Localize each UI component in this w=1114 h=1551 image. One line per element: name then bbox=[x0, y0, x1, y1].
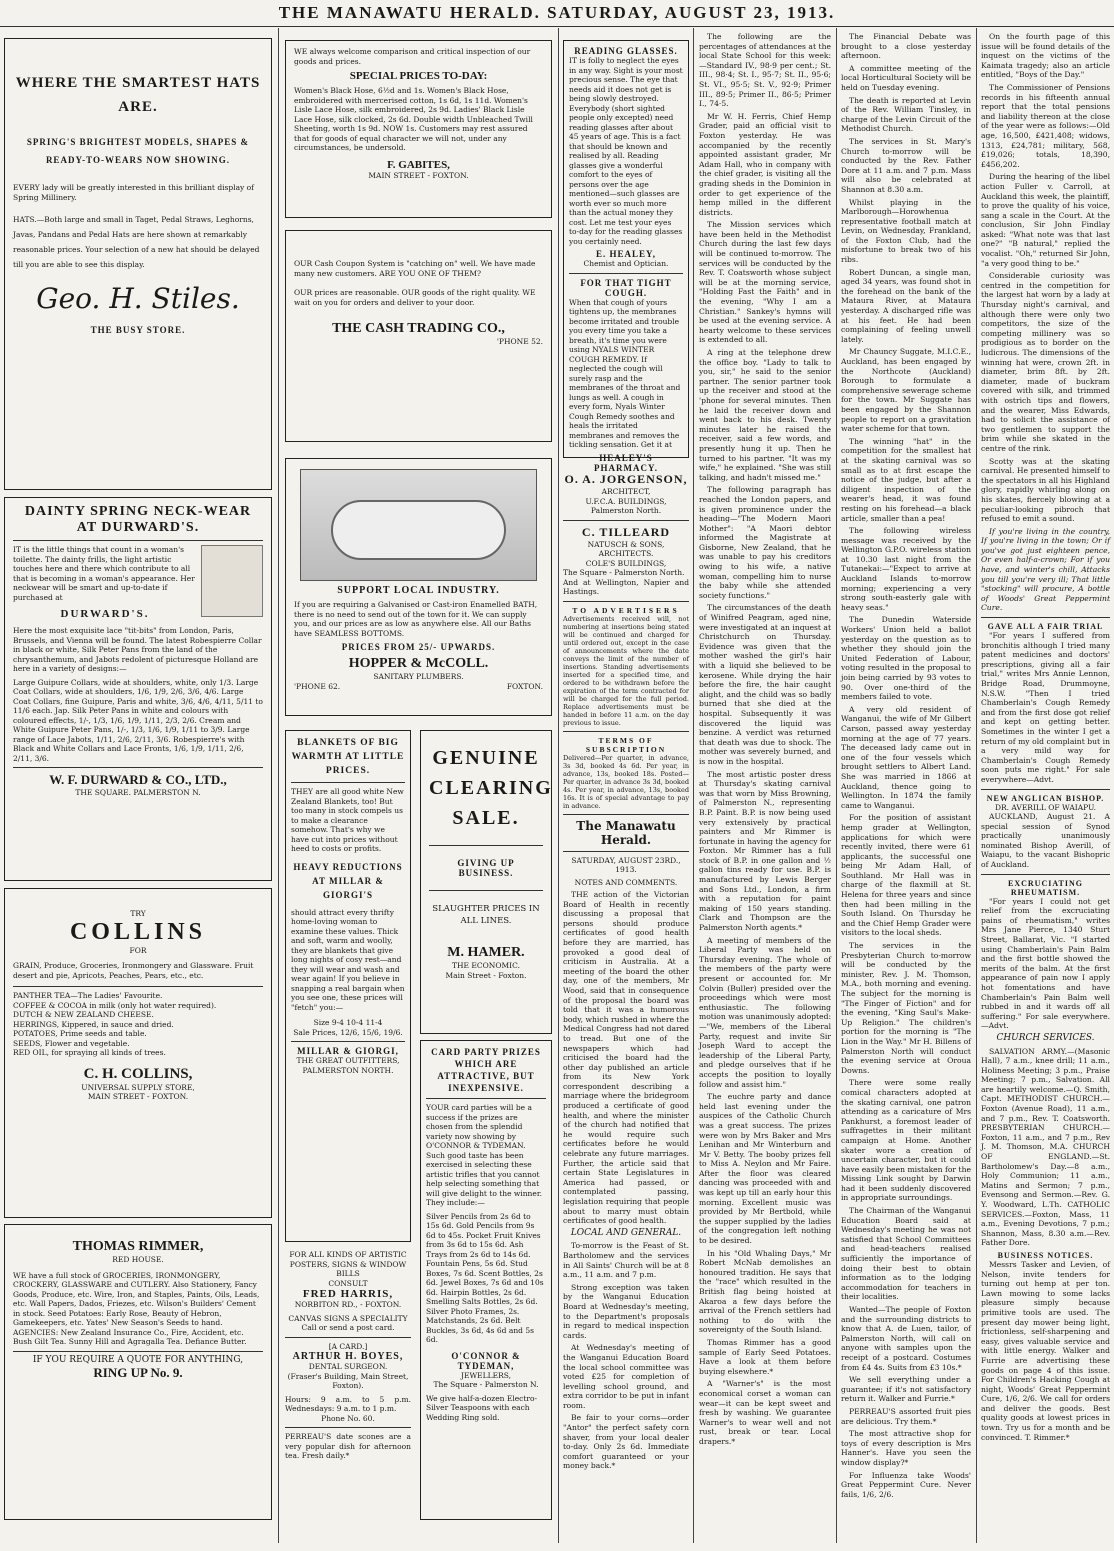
collins-item-2: DUTCH & NEW ZEALAND CHEESE. bbox=[13, 1010, 154, 1019]
tydeman-ad bbox=[420, 1040, 552, 1520]
harris-addr: NORBITON RD., - FOXTON. bbox=[294, 1300, 402, 1309]
hamer-title: GENUINE CLEARING SALE. bbox=[429, 747, 553, 829]
harris-name: FRED HARRIS, bbox=[302, 1288, 394, 1300]
article: PERREAU'S assorted fruit pies are delicious. Try them.* bbox=[841, 1406, 971, 1426]
article: The circumstances of the death of Winifred Peagram, aged nine, were investigated at an inquest at Christchurch on Thursday. Evidence was given that the mother washed the girl's hair with a liquid she believed to be kerosene. While drying the hair before the fire, the hair caught alight, and the child was so badly burned that she died at the hospital. Subsequently it was discovered the liquid was benzine. A verdict was returned that death was due to shock. The mother was severely burned, and is now in the hospital. bbox=[699, 603, 831, 766]
collins-for: FOR bbox=[129, 945, 147, 955]
jorgenson-sub: ARCHITECT, bbox=[601, 487, 651, 496]
column-rule bbox=[693, 28, 694, 1543]
cashtrading-ad bbox=[285, 230, 552, 442]
article: A ring at the telephone drew the office boy. "Lady to talk to you, sir," he said to the senior partner. The senior partner took up the receiver and stood at the 'phone for several minutes. Then he laid the receiver down and went back to his desk. Twenty minutes later he raised the receiver, said a few words, and presently hung it up. Then he turned to his partner. "It was my wife," he explained. "She was still talking, and hadn't missed me." bbox=[699, 348, 831, 482]
article: The Chairman of the Wanganui Education Board said at Wednesday's meeting he was not satisfied that School Committees and head-teachers realised sufficiently the importance of doing their best to obtain information as to the lodging accommodation for teachers in their localities. bbox=[841, 1206, 971, 1302]
hopper-sub: SANITARY PLUMBERS. bbox=[373, 672, 464, 681]
column-6-text bbox=[981, 32, 1110, 1544]
hopper-phone: 'PHONE 62. bbox=[294, 681, 341, 691]
stiles-body1: EVERY lady will be greatly interested in this brilliant display of Spring Millinery. bbox=[13, 183, 254, 202]
collins-body: GRAIN, Produce, Groceries, Ironmongery and Glassware. Fruit desert and pie, Apricots, Peaches, Pears, etc., etc. bbox=[13, 961, 254, 980]
collins-item-0: PANTHER TEA—The Ladies' Favourite. bbox=[13, 991, 163, 1000]
cash-name: THE CASH TRADING CO., bbox=[332, 321, 505, 336]
article: Considerable curiosity was centred in the competition for the largest hat worn by a lady at Thursday night's carnival, and although there were only two competitors, the size of the competing millinery was so prodigious as to border on the ludicrous. The dimensions of the winning hat were, crown 2ft. in diameter, brim 8ft. by 2ft. diameter, made of buckram covered with silk, and trimmed with ostrich tips and flowers, and the wearer, Miss Edwards, had to solicit the assistance of two gentlemen to support the brim while she skated in the centre of the rink. bbox=[981, 271, 1110, 453]
stiles-title: WHERE THE SMARTEST HATS ARE. bbox=[15, 75, 261, 115]
tilleard-a2: COLE'S BUILDINGS, bbox=[585, 558, 667, 568]
harris-call: Call or send a post card. bbox=[301, 1323, 395, 1332]
article: Scotty was at the skating carnival. He presented himself to the spectators in all his Highland glory, rapidly whirling along on his skates, fiercely blowing at a peculiar-looking pibroch that refused to emit a sound. bbox=[981, 456, 1110, 524]
millar-body: THEY are all good white New Zealand Blankets, too! But too many in stock compels us to make a clearance somehow. That's why we have cut into prices without heed to costs or profits. bbox=[291, 787, 404, 853]
tilleard-name: C. TILLEARD bbox=[581, 524, 671, 539]
stiles-store: THE BUSY STORE. bbox=[90, 325, 186, 335]
bishop-heading: NEW ANGLICAN BISHOP. bbox=[986, 793, 1105, 803]
column-rule bbox=[558, 28, 559, 1543]
stiles-signature: Geo. H. Stiles. bbox=[36, 282, 240, 315]
article: SALVATION ARMY.—(Masonic Hall), 7 a.m., knee drill; 11 a.m., Holiness Meeting; 3 p.m., Praise Meeting; 7 p.m., Salvation. All are heartily welcome.—Q. Smith, Capt. METHODIST CHURCH.—Foxton (Avenue Road), 11 a.m., and 7 p.m., Rev. T. Coatsworth. PRESBYTERIAN CHURCH.—Foxton, 11 a.m., and 7 p.m., Rev J. M. Thomson, M.A. CHURCH OF ENGLAND.—St. Bartholomew's Day.—8 a.m., Holy Communion; 11 a.m., Matins and Sermon; 7 p.m., Evensong and Sermon.—Rev. G. Y. Woodward, L.Th. CATHOLIC SERVICES.—Foxton, Mass, 11 a.m., Evening Devotions, 7 p.m.; Shannon, Mass, 8.30 a.m.—Rev. Father Dore. bbox=[981, 1046, 1110, 1248]
gabites-title: SPECIAL PRICES TO-DAY: bbox=[349, 70, 488, 82]
article: Be fair to your corns—order "Antor" the perfect safety corn shaver, from your local dealer to-day. Only 2s 6d. Immediate comfort guaranteed or your money back.* bbox=[563, 1413, 689, 1471]
article: A meeting of members of the Liberal Party was held on Thursday evening. The whole of the members of the party were present or accounted for. Mr Colvin (Buller) presided over the proceedings which were most enthusiastic. The following motion was unanimously adopted:—"We, members of the Liberal Party, request and invite Sir Joseph Ward to accept the leadership of the Liberal Party, and pledge ourselves that if he accepts the position to loyally follow and assist him." bbox=[699, 935, 831, 1089]
collins-name: COLLINS bbox=[69, 918, 207, 945]
article: The most attractive shop for toys of every description is Mrs Hanner's. Have you seen the window display?* bbox=[841, 1429, 971, 1467]
perreau-notice: PERREAU'S date scones are a very popular dish for afternoon tea. Fresh daily.* bbox=[285, 1432, 411, 1460]
article: The Dunedin Waterside Workers' Union held a ballot yesterday on the question as to whether they should join the United Federation of Labour, voting resulted in the proposal to join being carried by 93 votes to 90. Over one-third of the members failed to vote. bbox=[841, 615, 971, 702]
tydeman-note: We give half-a-dozen Electro-Silver Teaspoons with each Wedding Ring sold. bbox=[426, 1393, 538, 1422]
millar-ad bbox=[285, 730, 411, 1242]
poem: If you're living in the country, If you're living in the town; Or if you've got just eighteen pence, Or even half-a-crown; For if you have, and winter's chill, Attacks you till you're very ill; That little "stocking" will procure, A bottle of Woods' Great Peppermint Cure. bbox=[981, 526, 1110, 613]
collins-ad bbox=[4, 888, 272, 1218]
millar-size: Size 9-4 10-4 11-4 bbox=[313, 1018, 383, 1027]
collins-sub: UNIVERSAL SUPPLY STORE, bbox=[81, 1082, 195, 1092]
healey-pharmacy: HEALEY'S PHARMACY. bbox=[594, 452, 658, 473]
article: The services in St. Mary's Church to-morrow will be conducted by the Rev. Father Dore at 11 a.m. and 7 p.m. Mass will also be celebrated at Shannon at 8.30 a.m. bbox=[841, 136, 971, 194]
collins-item-3: HERRINGS, Kippered, in sauce and dried. bbox=[13, 1019, 174, 1029]
boyes-addr: (Fraser's Building, Main Street, Foxton). bbox=[287, 1371, 409, 1390]
column-rule bbox=[976, 28, 977, 1543]
article: In his "Old Whaling Days," Mr Robert McNab demolishes an honoured tradition. He says that the "race" which resulted in the British flag being hoisted at Akaroa a few days before the arrival of the French settlers had nothing to do with the sovereignty of the South Island. bbox=[699, 1248, 831, 1335]
boyes-card: [A CARD.] bbox=[328, 1341, 368, 1351]
durward-ad bbox=[4, 497, 272, 881]
hamer-ad bbox=[420, 730, 552, 1034]
tydeman-addr: The Square - Palmerston N. bbox=[433, 1380, 539, 1389]
durward-firm: W. F. DURWARD & CO., LTD., bbox=[49, 772, 227, 787]
healey-sub: Chemist and Optician. bbox=[583, 259, 669, 268]
healey-coughbody: When that cough of yours tightens up, the membranes become irritated and trouble you every time you take a breath, it's time you were using NYALS WINTER COUGH REMEDY. If neglected the cough will surely rasp and the membranes of the throat and lungs as well. A cough in every form, Nyals Winter Cough Remedy soothes and heals the irritated membranes and removes the tickling sensation. Get it at bbox=[569, 297, 681, 449]
church-heading: CHURCH SERVICES. bbox=[996, 1032, 1095, 1043]
trial-heading: GAVE ALL A FAIR TRIAL bbox=[987, 622, 1104, 632]
stiles-ad bbox=[4, 38, 272, 490]
tydeman-body: YOUR card parties will be a success if the prizes are chosen from the splendid variety now showing by O'CONNOR & TYDEMAN. Such good taste has been exercised in selecting these artistic trifles that you cannot help selecting something that will give delight to the winner. They include:— bbox=[426, 1103, 542, 1207]
tydeman-sub: JEWELLERS, bbox=[460, 1370, 511, 1380]
gabites-addr: MAIN STREET - FOXTON. bbox=[368, 170, 469, 180]
gabites-body: Women's Black Hose, 6½d and 1s. Women's Black Hose, embroidered with mercerised cotton, 1s 6d, 1s 11d. Women's Lisle Lace Hose, silk embroidered, 2s 9d. Ladies' Black Lisle Lace Hose, silk clocked, 2s 6d. Double width Unbleached Twill Sheeting, worth 1s 9d. NOW 1s. Customers may rest assured that for goods of equal character we will not, under any circumstances, be undersold. bbox=[294, 86, 533, 152]
rimmer-ad bbox=[4, 1224, 272, 1520]
collins-try: TRY bbox=[130, 909, 146, 918]
harris-consult: CONSULT bbox=[328, 1278, 368, 1288]
article: The Commissioner of Pensions records in his fifteenth annual report that the total pensions and liability thereon at the close of the year were as follows:—Old age, 16,500, £421,408; widows, 1313, £24,781; military, 568, £19,026; totals, 18,390, £456,202. bbox=[981, 82, 1110, 169]
harris-boyes-column bbox=[285, 1250, 411, 1540]
jorgenson-a3: Palmerston North. bbox=[590, 506, 662, 515]
article: For the position of assistant hemp grader at Wellington, applications for which were recently invited, there were 61 applicants, the successful one being Mr Adam Hall, of Southland. Mr Hall was in charge of the flaxmill at St. Helena for three years and since then had been milling in the South Island. On Thursday he and the Chief Hemp Grader were visitors to the local sheds. bbox=[841, 813, 971, 938]
article: During the hearing of the libel action Fuller v. Carroll, at Auckland this week, the plaintiff, to prove the quality of his voice, sang a scale in the Court. At the conclusion, Sir John Findlay asked: "What note was that last one?" "B natural," replied the vocalist. "Oh," returned Sir John, "a very good thing to be." bbox=[981, 172, 1110, 268]
article: Robert Duncan, a single man, aged 34 years, was found shot in the forehead on the bank of the Mataura River, at Mataura yesterday. A discharged rifle was at his feet. He had been complaining of feeling unwell lately. bbox=[841, 267, 971, 344]
rimmer-quote: IF YOU REQUIRE A QUOTE FOR ANYTHING, bbox=[32, 1354, 244, 1365]
gabites-ad bbox=[285, 40, 552, 218]
durward-body: Here the most exquisite lace "tit-bits" from London, Paris, Brussels, and Vienna will be found. The latest Robespierre Collar in black or white, Silk Peter Pans from the land of the chrysanthemum, and Jabots redolent of picturesque Holland are here in a variety of designs:— bbox=[13, 626, 262, 673]
paper-date: SATURDAY, AUGUST 23RD., 1913. bbox=[571, 855, 681, 874]
millar-heavy: HEAVY REDUCTIONS AT MILLAR & GIORGI'S bbox=[293, 861, 403, 900]
gabites-name: F. GABITES, bbox=[387, 158, 450, 171]
tilleard-sub: NATUSCH & SONS, bbox=[587, 539, 665, 549]
millar-body2: should attract every thrifty home-loving woman to examine these values. Thick and soft, warm and woolly, they are blankets that give long nights of cosy rest—and they will wear and wash and wear again! If you believe in snapping a real bargain when you see one, these prices will "fetch" you:— bbox=[291, 907, 405, 1012]
article: The winning "hat" in the competition for the smallest hat at the skating carnival was so small as to at first escape the notice of the judge, but after a diligent inspection of the wearer's head, it was found resting on his forehead—a black article, smaller than a pea! bbox=[841, 436, 971, 523]
collins-item-1: COFFEE & COCOA in milk (only hot water required). bbox=[13, 1000, 217, 1010]
column-rule bbox=[278, 28, 279, 1543]
gabites-intro: WE always welcome comparison and critical inspection of our goods and prices. bbox=[294, 47, 531, 66]
article: The following are the percentages of attendances at the local State School for this week:—Standard IV., 98·9 per cent.; St. III., 98·4; St. I., 95·7; St. II., 95·6; St. VI., 95·5; St. V., 92·9; Primer III., 89·5; Primer II., 86·5; Primer I., 74·5. bbox=[699, 32, 831, 109]
paper-name: The Manawatu Herald. bbox=[576, 818, 676, 847]
article: The euchre party and dance held last evening under the auspices of the Catholic Church was a great success. The prizes were won by Mrs Baker and Mrs Lenihan and Mr Winterburn and Mr V. Betty. The booby prizes fell to Miss A. Neylon and Mr Faire. After the floor was cleared dancing was proceeded with and was kept up till an early hour this morning. Excellent music was provided by Mr Bertbold, while the supper supplied by the ladies of the congregation left nothing to be desired. bbox=[699, 1092, 831, 1246]
collins-item-5: SEEDS, Flower and vegetable. bbox=[13, 1038, 130, 1048]
tilleard-a4: And at Wellington, Napier and Hastings. bbox=[563, 577, 689, 596]
article: A "Warner's" is the most economical corset a woman can wear—it can be kept sweet and fresh by washing. We guarantee Warner's to wear well and not rust, break or tear. Local drapers.* bbox=[699, 1379, 831, 1446]
bishop-subheading: DR. AVERILL OF WAIAPU. bbox=[994, 802, 1097, 812]
hamer-sub: THE ECONOMIC. bbox=[452, 961, 520, 970]
stiles-models: SPRING'S BRIGHTEST MODELS, SHAPES & READY-TO-WEARS NOW SHOWING. bbox=[26, 137, 250, 165]
durward-address: THE SQUARE. PALMERSTON N. bbox=[75, 788, 201, 797]
boyes-hours: Hours: 9 a.m. to 5 p.m. Wednesdays: 9 a.m. to 1 p.m. bbox=[285, 1394, 411, 1413]
healey-ad bbox=[563, 40, 689, 473]
tilleard-a1: ARCHITECTS. bbox=[598, 549, 654, 558]
article: On the fourth page of this issue will be found details of the inquest on the victims of the Kaimata tragedy; also an article entitled, "Boys of the Day." bbox=[981, 32, 1110, 80]
hamer-slaughter: SLAUGHTER PRICES IN ALL LINES. bbox=[432, 904, 540, 926]
hamer-addr: Main Street - Foxton. bbox=[445, 970, 527, 980]
subscription-body: Delivered—Per quarter, in advance, 3s 3d, booked 4s 6d. Per year, in advance, 13s, booked 18s. Posted—Per quarter, in advance 3s 3d, booked 4s. Per year, in advance, 13s, booked 16s. It is of special advantage to pay in advance. bbox=[563, 753, 689, 810]
millar-title: BLANKETS OF BIG WARMTH AT LITTLE PRICES. bbox=[291, 738, 405, 776]
boyes-name: ARTHUR H. BOYES, bbox=[292, 1351, 404, 1362]
collins-item-6: RED OIL, for spraying all kinds of trees. bbox=[13, 1048, 166, 1057]
collins-addr: MAIN STREET - FOXTON. bbox=[87, 1092, 189, 1101]
article: The most artistic poster dress at Thursday's skating carnival was that worn by Miss Browning, of Palmerston N., representing B.P. Paint. B.P. is now being used very extensively by practical painters and Mr Rimmer is fortunate in having the agency for Foxton. Mr Rimmer has a full stock of B.P. in one gallon and ½ gallon tins ready for use. B.P. is manufactured by Lewis Berger and Sons Ltd., London, a firm with a reputation for paint making of 150 years standing. Clark and Thompson are the Palmerston North agents.* bbox=[699, 769, 831, 933]
boyes-phone: Phone No. 60. bbox=[321, 1413, 375, 1423]
article: Mr W. H. Ferris, Chief Hemp Grader, paid an official visit to Foxton yesterday. He was accompanied by the recently appointed assistant grader, Mr Adam Hall, who in company with the chief grader, is visiting all the grading sheds in the Dominion in order to get experience of the hemp milled in the different districts. bbox=[699, 111, 831, 217]
article: There were some really comical characters adopted at the skating carnival, one patron attending as a caricature of Mrs Pankhurst, a foremost leader of suffragettes in their militant campaign at Home. Another skater wore a creation of uncertain character, but it could have easily been mistaken for the Missing Link sought by Darwin had it been suddenly discovered in appropriate surroundings. bbox=[841, 1078, 971, 1203]
advertisers-body: Advertisements received will, not numbering at insertions being stated will be continued and charged for until ordered out, except in the case of announcements where the date conveys the limit of the number of insertions. Standing advertisements inserted for a specified time, and ordered to be withdrawn before the expiration of the term contracted for will be charged for the full period. Replace advertisements must be handed in before 11 a.m. on the day previous to issue. bbox=[563, 614, 689, 727]
collins-item-4: POTATOES, Prime seeds and table. bbox=[13, 1029, 147, 1038]
bath-illustration bbox=[300, 469, 537, 581]
harris-spec: CANVAS SIGNS A SPECIALITY bbox=[288, 1313, 408, 1323]
millar-sub: THE GREAT OUTFITTERS, PALMERSTON NORTH. bbox=[296, 1056, 400, 1075]
article: For Influenza take Woods' Great Peppermint Cure. Never fails, 1/6, 2/6. bbox=[841, 1470, 971, 1499]
rimmer-body: WE have a full stock of GROCERIES, IRONMONGERY, CROCKERY, GLASSWARE and CUTLERY. Also Stationery, Fancy Goods, Produce, etc. Wire, Iron, and Staples, Paints, Oils, Leads, etc. Wall Papers, Dados, Friezes, etc. Wilson's Builders' Cement in stock. Seed Potatoes: Early Rose, Beauty of Hebron, Gamekeepers, etc. Yates' New Season's Seeds to hand. AGENCIES: New Zealand Insurance Co., Fire, Accident, etc. Bush Gilt Tea. Sunny Hill and Agragalla Tea. Defiance Butter. bbox=[13, 1270, 260, 1346]
tydeman-title: CARD PARTY PRIZES WHICH ARE ATTRACTIVE, BUT INEXPENSIVE. bbox=[431, 1047, 541, 1093]
rimmer-name: THOMAS RIMMER, bbox=[72, 1239, 204, 1254]
subscription-title: TERMS OF SUBSCRIPTION bbox=[585, 735, 667, 754]
healey-title: READING GLASSES. bbox=[574, 46, 678, 56]
column-rule bbox=[836, 28, 837, 1543]
durward-items: Large Guipure Collars, wide at shoulders, white, only 1/3. Large Coat Collars, wide at shoulders, 1/6, 1/9, 2/6, 3/6, 4/6. Large Coat Collars, fine Guipure, Paris and white, 3/6, 4/6, 4/11, 5/11 to 11/6 each. Jap. Silk Peter Pans in white and colours with coloured effects, 1/-, 1/3, 1/6, 1/9, 1/11, 2/3, 2/6. Cream and White Guipure Peter Pans, 1/-, 1/3, 1/6, 1/9, 1/11 to 3/9. Large range of Lace Jabots, 1/11, 2/6, 2/11, 3/6. Robespierre's with Black and White Collars and Lace Fronts, 1/6, 1/9, 1/11, 2/6, 2/11, 3/6. bbox=[13, 677, 263, 763]
article: We sell everything under a guarantee; if it's not satisfactory return it. Walker and Furrie.* bbox=[841, 1375, 971, 1404]
masthead: THE MANAWATU HERALD. SATURDAY, AUGUST 23, 1913. bbox=[0, 0, 1114, 27]
durward-name: DURWARD'S. bbox=[60, 608, 150, 620]
cash-phone: 'PHONE 52. bbox=[496, 337, 543, 346]
article: THE action of the Victorian Board of Health in recently discussing a proposal that persons should produce certificates of good health before they are married, has provoked a good deal of criticism in Australia. At a meeting of the board the other day, one of the members, Mr Wood, said that in consequence of the proposal the board was told that it was a humorous body, which rushed in where the Medical Congress had not dared to tread. But one of the newspapers which had criticised the board had the other day published an article from its New York correspondent describing a marriage where the bridegroom produced a certificate of good health, and where the minister of the church had notified that he would require such certificates before he would celebrate any future marriages. Further, the article said that certain State Legislatures in America had passed, or contemplated passing, legislation requiring that people about to marry must obtain certificates of good health. bbox=[563, 890, 689, 1226]
jorgenson-name: O. A. JORGENSON, bbox=[564, 472, 688, 486]
business-heading: BUSINESS NOTICES. bbox=[997, 1250, 1094, 1260]
healey-name: E. HEALEY, bbox=[596, 249, 656, 259]
cash-p2: OUR prices are reasonable. OUR goods of the right quality. WE wait on you for orders and deliver to your door. bbox=[294, 288, 536, 307]
article: Whilst playing in the Marlborough—Horowhenua representative football match at Levin, on Wednesday, Frankland, of the Foxton Club, had the misfortune to break two of his ribs. bbox=[841, 197, 971, 265]
tydeman-list: Silver Pencils from 2s 6d to 15s 6d. Gold Pencils from 9s 6d to 45s. Pocket Fruit Knives from 3s 6d to 15s 6d. Ash Trays from 2s 6d to 14s 6d. Fountain Pens, 5s 6d. Stud Boxes, 7s 6d. Scent Bottles, 2s 6d. Jewel Boxes, 7s 6d and 10s 6d. Hairpin Bottles, 2s 6d. Smelling Salts Bottles, 2s 6d. Silver Photo Frames, 2s. Matchstands, 2s 6d. Belt Buckles, 3s 6d, 4s 6d and 5s 6d. bbox=[426, 1211, 544, 1344]
article: At Wednesday's meeting of the Wanganui Education Board the local school committee was voted £25 for completion of levelling school ground, and extra corridor to be put in infant room. bbox=[563, 1343, 689, 1410]
article: Strong exception was taken by the Wanganui Education Board at Wednesday's meeting, to the Department's proposals in regard to medical inspection cards. bbox=[563, 1282, 689, 1340]
lady-illustration bbox=[201, 545, 263, 617]
jorgenson-a2: U.F.C.A. BUILDINGS, bbox=[585, 496, 667, 506]
millar-name: MILLAR & GIORGI, bbox=[297, 1046, 399, 1056]
rheum-heading: EXCRUCIATING RHEUMATISM. bbox=[1008, 878, 1083, 897]
hamer-name: M. HAMER. bbox=[447, 945, 525, 960]
column-5-text bbox=[841, 32, 971, 1544]
local-heading: LOCAL AND GENERAL. bbox=[570, 1227, 682, 1238]
hopper-title: SUPPORT LOCAL INDUSTRY. bbox=[337, 585, 500, 596]
article: AUCKLAND, August 21. A special session of Synod practically unanimously nominated Bishop Averill, of Waiapu, to the vacant Bishopric of Auckland. bbox=[981, 812, 1110, 869]
article: Messrs Tasker and Levien, of Nelson, invite tenders for turning out hemp at per ton. Lawn mowing to some lacks pleasure simply because primitive tools are used. The present day mower being light, frictionless, self-sharpening and easy, gives valuable service and with little energy. Walker and Furrie are advertising these goods on page 4 of this issue. For Children's Hacking Cough at night, Woods' Great Peppermint Cure, 1/6, 2/6. We call for orders and deliver the goods. Best quality goods at lowest prices in town. Try us for a month and be convinced. T. Rimmer.* bbox=[981, 1259, 1110, 1442]
paper-notes: NOTES AND COMMENTS. bbox=[574, 877, 678, 887]
hopper-town: FOXTON. bbox=[506, 681, 543, 691]
hopper-prices: PRICES FROM 25/- UPWARDS. bbox=[341, 642, 496, 652]
hopper-ad bbox=[285, 458, 552, 716]
article: Mr Chauncy Suggate, M.I.C.E., Auckland, has been engaged by the Northcote (Auckland) Borough to formulate a comprehensive sewerage scheme for the town. Mr Suggate has been engaged by the Shannon people to report on a gravitation water scheme for that town. bbox=[841, 347, 971, 434]
durward-title: DAINTY SPRING NECK-WEAR AT DURWARD'S. bbox=[24, 504, 252, 535]
harris-intro: FOR ALL KINDS OF ARTISTIC POSTERS, SIGNS & WINDOW BILLS bbox=[289, 1250, 407, 1278]
hopper-body: If you are requiring a Galvanised or Cast-iron Enamelled BATH, there is no need to send out of the town for it. We can supply you, and our prices are as low as anywhere else. All our Baths have SEAMLESS BOTTOMS. bbox=[294, 600, 538, 638]
article: The services in the Presbyterian Church to-morrow will be conducted by the minister, Rev. J. M. Thomson, M.A., both morning and evening. The subject for the morning is "The Finger of Fiction" and for the evening, "King Saul's Make-Up Religion." The children's portion for the morning is "The Lion in the Way." Mr H. Billens of Palmerston North will conduct the evening service at Oroua Downs. bbox=[841, 941, 971, 1075]
column-3-text bbox=[563, 472, 689, 1542]
hopper-name: HOPPER & McCOLL. bbox=[348, 656, 489, 671]
article: To-morrow is the Feast of St. Bartholomew and the services in All Saints' Church will be at 8 a.m., 11 a.m. and 7 p.m. bbox=[563, 1241, 689, 1280]
article: A very old resident of Wanganui, the wife of Mr Gilbert Carson, passed away yesterday morning at the age of 77 years. The deceased lady came out in one of the four vessels which brought settlers to Albert Land. She was married in 1866 at Auckland, thence going to Wellington. In 1874 the family came to Wanganui. bbox=[841, 704, 971, 810]
article: The following paragraph has reached the London papers, and is given prominence under the heading—"The Modern Maori Mother": "A Maori debtor informed the Magistrate at Gisborne, New Zealand, that he was unable to pay his creditors owing to his wife, a native woman, compelling him to nurse the baby while she attended society functions." bbox=[699, 485, 831, 600]
article: "For years I suffered from bronchitis although I tried many patent medicines and doctors' prescriptions, giving all a fair trial," writes Mrs Annie Lennon, Bridge Road, Drummoyne, N.S.W. "Then I tried Chamberlain's Cough Remedy and from the first dose got relief and kept on getting better. Sometimes in the winter I get a return of my old complaint but in a very mild way for Chamberlain's Cough Remedy soon puts me right." For sale everywhere—Advt. bbox=[981, 631, 1110, 784]
millar-sale: Sale Prices, 12/6, 15/6, 19/6. bbox=[293, 1027, 403, 1037]
article: The Financial Debate was brought to a close yesterday afternoon. bbox=[841, 32, 971, 61]
article: "For years I could not get relief from the excruciating pains of rheumatism," writes Mrs Jane Pierce, 1340 Sturt Street, Ballarat, Vic. "I started using Chamberlain's Pain Balm and the first bottle showed the merits of the balm. At the first appearance of pain now I apply hot fomentations and have Chamberlain's Pain Balm well rubbed in and it wards off all suffering." For sale everywhere.—Advt. bbox=[981, 896, 1110, 1031]
boyes-sub: DENTAL SURGEON. bbox=[308, 1362, 388, 1371]
tilleard-a3: The Square - Palmerston North. bbox=[563, 568, 685, 577]
article: Thomas Rimmer has a good sample of Early Seed Potatoes. Have a look at them before buying elsewhere.* bbox=[699, 1337, 831, 1376]
healey-body: IT is folly to neglect the eyes in any way. Sight is your most precious sense. The eye that needs aid it does not get is being slowly destroyed. Everybody (short sighted people only excepted) need reading glasses after about 45 years of age. This is a fact that should be known and realised by all. Reading glasses give a wonderful comfort to the eyes of persons over the age mentioned—such glasses are worth ever so much more than the actual money they cost. Let me test your eyes to-day for the reading glasses you certainly need. bbox=[569, 56, 683, 246]
healey-cough: FOR THAT TIGHT COUGH. bbox=[580, 277, 672, 298]
article: The Mission services which have been held in the Methodist Church during the last few days will be continued to-morrow. The services will be conducted by the Rev. T. Coatsworth whose subject will be at the morning service, "Holding Fast the Faith" and in the evening, "Why I am a Christian." Sankey's hymns will be used at the evening service. A hearty welcome to these services is extended to all. bbox=[699, 220, 831, 345]
rimmer-ring: RING UP No. 9. bbox=[93, 1365, 183, 1380]
article: Wanted—The people of Foxton and the surrounding districts to know that A. de Luen, tailor, of Palmerston North, will call on anyone with samples upon the receipt of a postcard. Costumes from £4 4s. Suits from £3 10s.* bbox=[841, 1305, 971, 1372]
hamer-giving: GIVING UP BUSINESS. bbox=[457, 858, 515, 878]
collins-firm: C. H. COLLINS, bbox=[83, 1065, 193, 1082]
article: The following wireless message was received by the Wellington G.P.O. wireless station at 10.30 last night from the Tutanekai:—"Expect to arrive at Auckland Islands to-morrow morning; experiencing a very strong south-easterly gale with heavy seas." bbox=[841, 526, 971, 612]
advertisers-title: TO ADVERTISERS bbox=[572, 605, 680, 615]
durward-intro: IT is the little things that count in a woman's toilette. The dainty frills, the light artistic touches here and there which contribute to all that is becoming in a woman's appearance. Her neckwear will be smart and up-to-date if purchased at bbox=[13, 545, 195, 602]
article: A committee meeting of the local Horticultural Society will be held on Tuesday evening. bbox=[841, 63, 971, 92]
cash-p1: OUR Cash Coupon System is "catching on" well. We have made many new customers. ARE YOU ONE OF THEM? bbox=[294, 259, 536, 278]
stiles-body2: HATS.—Both large and small in Taget, Pedal Straws, Leghorns, Javas, Pandans and Pedal Hats are here shown at remarkably reasonable prices. Your selection of a new hat should be delayed till you are able to see this display. bbox=[13, 215, 260, 269]
article: The death is reported at Levin of the Rev. William Tinsley, in charge of the Levin Circuit of the Methodist Church. bbox=[841, 95, 971, 134]
column-4-text bbox=[699, 32, 831, 1544]
rimmer-sub: RED HOUSE. bbox=[112, 1255, 164, 1264]
tydeman-name: O'CONNOR & TYDEMAN, bbox=[451, 1350, 521, 1371]
